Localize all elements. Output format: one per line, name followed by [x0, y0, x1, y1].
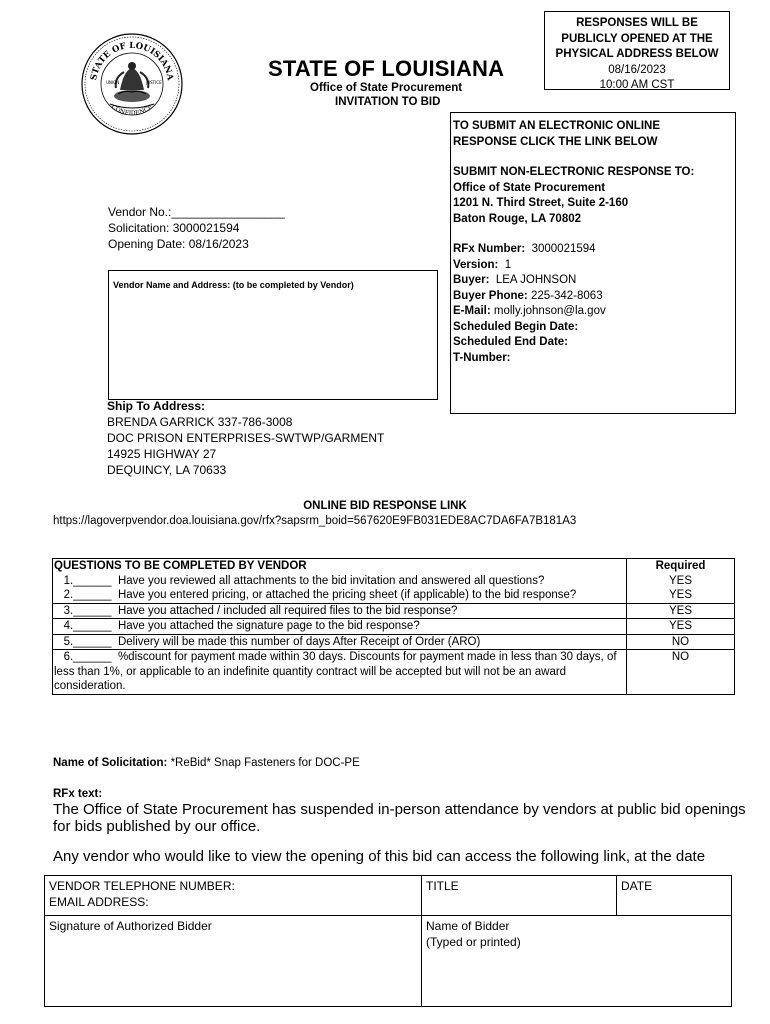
- question-required: YES: [627, 619, 735, 635]
- rfx-number-row: RFx Number: 3000021594: [453, 243, 596, 255]
- louisiana-state-seal: [80, 32, 184, 136]
- table-header-row: [53, 559, 735, 574]
- notice-line-1: RESPONSES WILL BE: [576, 17, 698, 29]
- rfx-text-paragraph-2: Any vendor who would like to view the opening of this bid can access the following link, at the date: [53, 848, 706, 865]
- title-label: TITLE: [426, 879, 459, 893]
- ship-to-address: [107, 398, 384, 478]
- signature-table: [44, 875, 732, 1007]
- question-text[interactable]: 2.______ Have you entered pricing, or attached the pricing sheet (if applicable) to the bid response?: [53, 588, 627, 603]
- vendor-box-label: Vendor Name and Address: (to be completed by Vendor): [113, 280, 354, 290]
- signature-field[interactable]: [45, 916, 422, 1007]
- ship-to-line-3: 14925 HIGHWAY 27: [107, 447, 217, 461]
- vendor-info: [108, 204, 285, 252]
- date-field[interactable]: [617, 876, 732, 916]
- electronic-instruction-2: RESPONSE CLICK THE LINK BELOW: [453, 135, 658, 148]
- question-text[interactable]: 5.______ Delivery will be made this number of days After Receipt of Order (ARO): [53, 634, 627, 650]
- notice-line-3: PHYSICAL ADDRESS BELOW: [555, 48, 719, 60]
- email-row: E-Mail: molly.johnson@la.gov: [453, 305, 606, 317]
- table-row: [53, 634, 735, 650]
- date-label: DATE: [621, 879, 653, 893]
- table-row: [53, 650, 735, 695]
- buyer-phone-row: Buyer Phone: 225-342-8063: [453, 289, 603, 302]
- office-name: Office of State Procurement: [310, 82, 463, 94]
- question-text[interactable]: 6.______ %discount for payment made within 30 days. Discounts for payment made in less than 30 days, of less than 1%, or applicable to an indefinite quantity contract will be accepted but will not be an award consideration.: [53, 650, 627, 695]
- rfx-text-label: RFx text:: [53, 788, 103, 800]
- ship-to-line-2: DOC PRISON ENTERPRISES-SWTWP/GARMENT: [107, 431, 385, 445]
- ship-to-label: Ship To Address:: [107, 399, 206, 413]
- electronic-instruction-1: TO SUBMIT AN ELECTRONIC ONLINE: [453, 120, 660, 132]
- email-address-label: EMAIL ADDRESS:: [49, 895, 149, 909]
- svg-text:CONFIDENCE: CONFIDENCE: [110, 103, 154, 118]
- svg-text:STATE OF LOUISIANA: STATE OF LOUISIANA: [89, 40, 175, 82]
- vendor-number: Vendor No.:_________________: [108, 205, 285, 219]
- questions-header: QUESTIONS TO BE COMPLETED BY VENDOR: [53, 559, 627, 574]
- question-required: YES: [627, 574, 735, 589]
- version-row: Version: 1: [453, 258, 512, 271]
- t-number-label: T-Number:: [453, 351, 511, 364]
- version: 1: [504, 258, 512, 271]
- signature-row-1: [45, 876, 732, 916]
- title-field[interactable]: [422, 876, 617, 916]
- buyer-email[interactable]: molly.johnson@la.gov: [493, 305, 606, 317]
- solicitation-number: Solicitation: 3000021594: [108, 221, 240, 235]
- signature-label: Signature of Authorized Bidder: [49, 919, 212, 933]
- rfx-number: 3000021594: [531, 243, 596, 255]
- ship-to-line-4: DEQUINCY, LA 70633: [107, 463, 227, 477]
- question-text[interactable]: 3.______ Have you attached / included all required files to the bid response?: [53, 603, 627, 619]
- vendor-contact-field[interactable]: [45, 876, 422, 916]
- table-row: [53, 588, 735, 603]
- ship-to-line-1: BRENDA GARRICK 337-786-3008: [107, 415, 293, 429]
- required-header: Required: [627, 559, 735, 574]
- vendor-phone-label: VENDOR TELEPHONE NUMBER:: [49, 879, 235, 893]
- svg-text:UNION: UNION: [106, 80, 120, 85]
- bidder-name-field[interactable]: [422, 916, 732, 1007]
- opening-date: Opening Date: 08/16/2023: [108, 237, 249, 251]
- question-required: YES: [627, 603, 735, 619]
- solicitation-name-value: *ReBid* Snap Fasteners for DOC-PE: [170, 757, 360, 769]
- submission-info-box: [450, 112, 736, 414]
- buyer-phone: 225-342-8063: [530, 289, 603, 302]
- submit-address-3: Baton Rouge, LA 70802: [453, 212, 582, 225]
- table-row: [53, 603, 735, 619]
- begin-date-label: Scheduled Begin Date:: [453, 320, 579, 333]
- table-row: [53, 619, 735, 635]
- notice-line-2: PUBLICLY OPENED AT THE: [561, 32, 713, 45]
- buyer: LEA JOHNSON: [495, 274, 577, 286]
- nonelectronic-instruction: SUBMIT NON-ELECTRONIC RESPONSE TO:: [453, 166, 695, 178]
- buyer-row: Buyer: LEA JOHNSON: [453, 274, 577, 286]
- page-title: STATE OF LOUISIANA: [268, 56, 505, 81]
- question-required: NO: [627, 634, 735, 650]
- vendor-name-address-box[interactable]: [108, 270, 438, 400]
- question-required: NO: [627, 650, 735, 695]
- public-opening-notice: [544, 11, 730, 90]
- signature-row-2: [45, 916, 732, 1007]
- notice-time: 10:00 AM CST: [599, 79, 675, 91]
- notice-date: 08/16/2023: [608, 63, 666, 76]
- submit-address-2: 1201 N. Third Street, Suite 2-160: [453, 197, 629, 209]
- bidder-name-label: Name of Bidder: [426, 919, 510, 933]
- doc-type: INVITATION TO BID: [335, 96, 441, 108]
- bidder-name-sublabel: (Typed or printed): [426, 935, 521, 949]
- submit-address-1: Office of State Procurement: [453, 181, 606, 194]
- table-row: [53, 574, 735, 589]
- vendor-questions-table: [52, 558, 735, 695]
- svg-text:JUSTICE: JUSTICE: [146, 80, 162, 85]
- end-date-label: Scheduled End Date:: [453, 336, 569, 348]
- question-required: YES: [627, 588, 735, 603]
- solicitation-name: Name of Solicitation: *ReBid* Snap Fasteners for DOC-PE: [53, 757, 360, 769]
- online-link-title: ONLINE BID RESPONSE LINK: [303, 500, 467, 512]
- question-text[interactable]: 1.______ Have you reviewed all attachments to the bid invitation and answered all questions?: [53, 574, 627, 589]
- online-bid-link[interactable]: https://lagoverpvendor.doa.louisiana.gov/rfx?sapsrm_boid=567620E9FB031EDE8AC7DA6FA7B181A3: [53, 515, 577, 527]
- rfx-text-paragraph-1: The Office of State Procurement has suspended in-person attendance by vendors at public bid openings for bids published by our office.: [53, 801, 746, 835]
- question-text[interactable]: 4.______ Have you attached the signature page to the bid response?: [53, 619, 627, 635]
